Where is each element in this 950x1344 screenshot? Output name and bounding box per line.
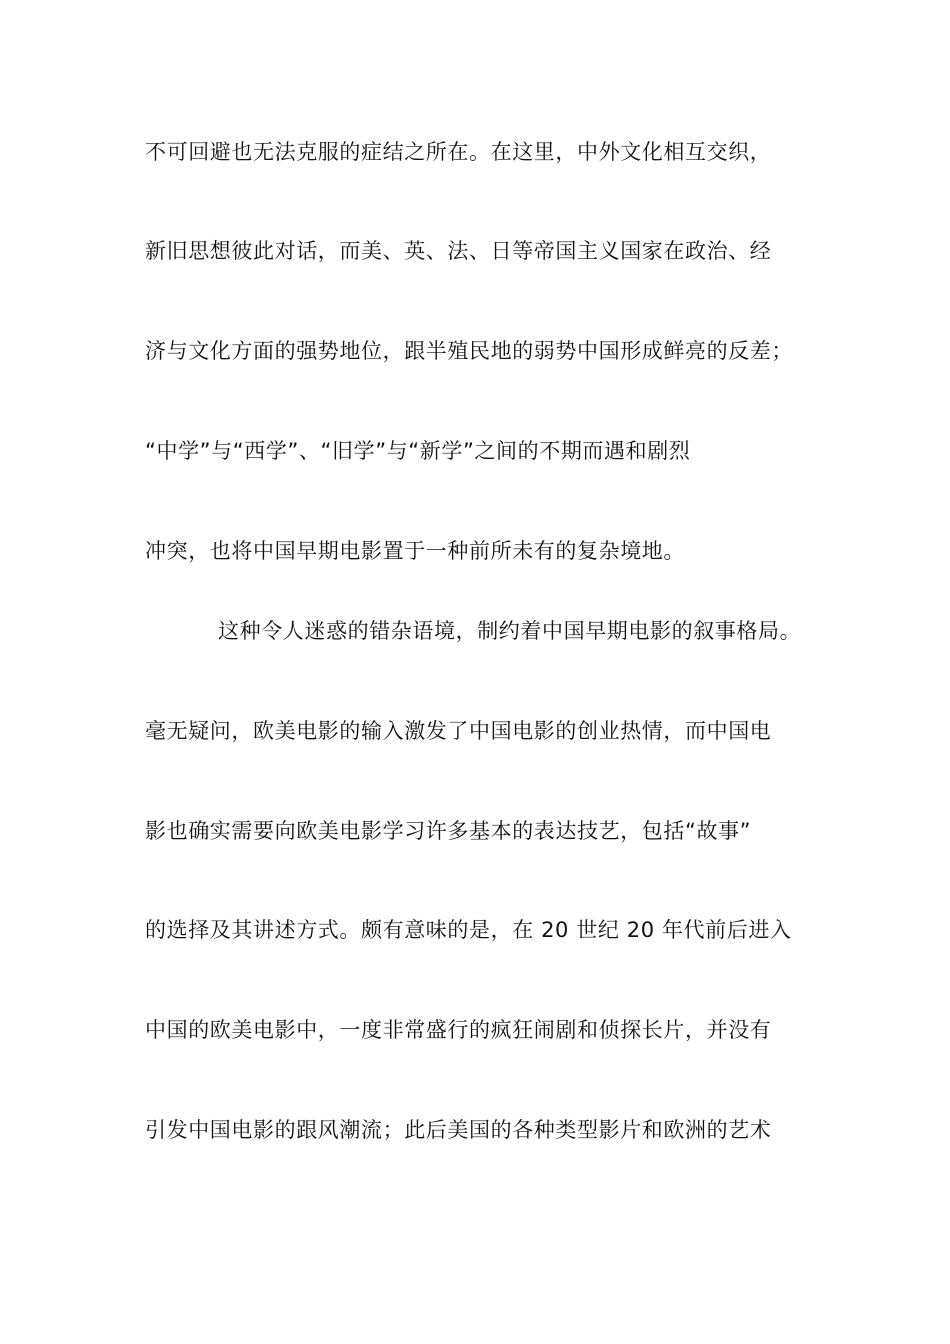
text-line: 不可回避也无法克服的症结之所在。在这里，中外文化相互交织， (145, 140, 772, 164)
text-line: 毫无疑问，欧美电影的输入激发了中国电影的创业热情，而中国电 (145, 719, 772, 743)
text-line: 新旧思想彼此对话，而美、英、法、日等帝国主义国家在政治、经 (145, 239, 772, 263)
text-line: 冲突，也将中国早期电影置于一种前所未有的复杂境地。 (145, 539, 685, 563)
text-line: 中国的欧美电影中，一度非常盛行的疯狂闹剧和侦探长片，并没有 (145, 1018, 772, 1042)
paragraph-first-line: 这种令人迷惑的错杂语境，制约着中国早期电影的叙事格局。 (218, 619, 802, 643)
text-line: 济与文化方面的强势地位，跟半殖民地的弱势中国形成鲜亮的反差； (145, 339, 793, 363)
text-line: 影也确实需要向欧美电影学习许多基本的表达技艺，包括“故事” (145, 819, 752, 843)
text-line: “中学”与“西学”、“旧学”与“新学”之间的不期而遇和剧烈 (145, 439, 691, 463)
text-line: 引发中国电影的跟风潮流；此后美国的各种类型影片和欧洲的艺术 (145, 1118, 772, 1142)
text-line: 的选择及其讲述方式。颇有意味的是，在 20 世纪 20 年代前后进入 (145, 918, 792, 942)
